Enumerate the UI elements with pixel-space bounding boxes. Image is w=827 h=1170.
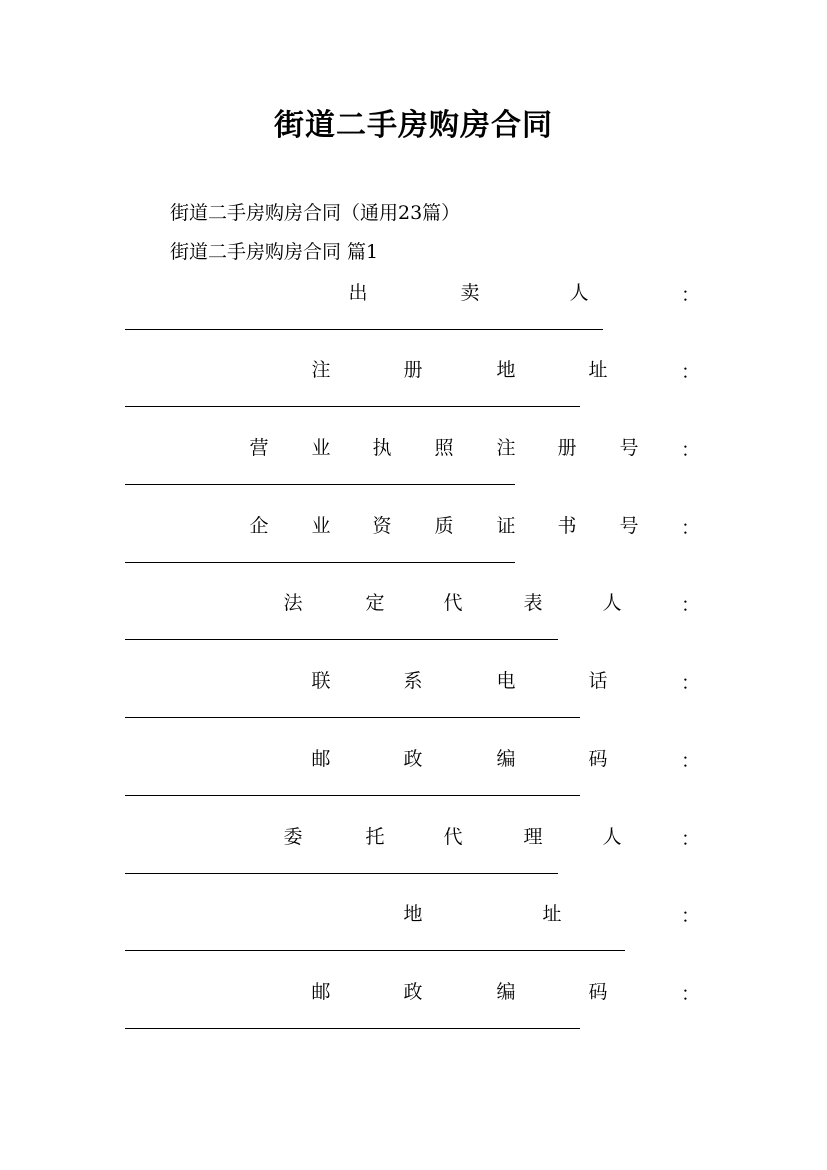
- field-label-char: 联: [311, 670, 331, 692]
- field-label-char: 照: [434, 437, 454, 459]
- field-label-char: 法: [283, 592, 303, 614]
- field-label-char: 注: [311, 359, 331, 381]
- field-colon: ：: [681, 439, 701, 461]
- field-label-char: 编: [496, 981, 516, 1003]
- field-label-char: 证: [496, 515, 516, 537]
- fill-in-blank-line[interactable]: [125, 484, 515, 485]
- field-label-char: 地: [496, 359, 516, 381]
- field-label-char: 卖: [460, 282, 480, 304]
- field-colon: ：: [681, 594, 701, 616]
- field-label-char: 定: [365, 592, 385, 614]
- field-row: [125, 744, 701, 822]
- field-label-char: 政: [403, 748, 423, 770]
- field-label-char: 表: [523, 592, 543, 614]
- field-colon: ：: [681, 672, 701, 694]
- fill-in-blank-line[interactable]: [125, 795, 580, 796]
- field-label-char: 业: [311, 437, 331, 459]
- field-label-char: 理: [523, 826, 543, 848]
- field-row: [125, 278, 701, 356]
- field-label-char: 委: [283, 826, 303, 848]
- field-row: [125, 977, 701, 1055]
- field-label-char: 托: [365, 826, 385, 848]
- field-label-char: 话: [588, 670, 608, 692]
- field-row: [125, 355, 701, 433]
- document-subtitle: 街道二手房购房合同（通用23篇）: [170, 202, 461, 224]
- field-colon: ：: [681, 983, 701, 1005]
- field-row: [125, 822, 701, 900]
- field-label-char: 政: [403, 981, 423, 1003]
- field-row: [125, 666, 701, 744]
- field-label-char: 号: [619, 437, 639, 459]
- field-label-char: 邮: [311, 981, 331, 1003]
- fill-in-blank-line[interactable]: [125, 1028, 580, 1029]
- field-label-char: 册: [557, 437, 577, 459]
- fill-in-blank-line[interactable]: [125, 406, 580, 407]
- field-row: [125, 511, 701, 589]
- field-label-char: 号: [619, 515, 639, 537]
- field-label-char: 系: [403, 670, 423, 692]
- field-label-char: 资: [372, 515, 392, 537]
- field-label-char: 代: [443, 826, 463, 848]
- field-label-char: 企: [249, 515, 269, 537]
- field-colon: ：: [681, 750, 701, 772]
- field-row: [125, 433, 701, 511]
- field-label-char: 编: [496, 748, 516, 770]
- field-colon: ：: [681, 284, 701, 306]
- field-label-char: 书: [557, 515, 577, 537]
- field-colon: ：: [681, 828, 701, 850]
- section-heading: 街道二手房购房合同 篇1: [170, 241, 379, 263]
- field-label-char: 码: [588, 748, 608, 770]
- field-label-char: 址: [588, 359, 608, 381]
- field-label-char: 人: [602, 592, 622, 614]
- field-label-char: 代: [443, 592, 463, 614]
- field-label-char: 址: [542, 903, 562, 925]
- field-label-char: 出: [348, 282, 368, 304]
- field-label-char: 执: [372, 437, 392, 459]
- field-row: [125, 588, 701, 666]
- field-label-char: 邮: [311, 748, 331, 770]
- field-label-char: 人: [569, 282, 589, 304]
- fill-in-blank-line[interactable]: [125, 639, 558, 640]
- field-label-char: 电: [496, 670, 516, 692]
- field-row: [125, 899, 701, 977]
- fill-in-blank-line[interactable]: [125, 717, 580, 718]
- fill-in-blank-line[interactable]: [125, 562, 515, 563]
- field-label-char: 业: [311, 515, 331, 537]
- fill-in-blank-line[interactable]: [125, 950, 625, 951]
- fill-in-blank-line[interactable]: [125, 329, 603, 330]
- field-label-char: 人: [602, 826, 622, 848]
- field-colon: ：: [681, 361, 701, 383]
- field-label-char: 码: [588, 981, 608, 1003]
- field-label-char: 注: [496, 437, 516, 459]
- field-label-char: 营: [249, 437, 269, 459]
- fill-in-blank-line[interactable]: [125, 873, 558, 874]
- field-colon: ：: [681, 905, 701, 927]
- field-label-char: 册: [403, 359, 423, 381]
- field-label-char: 质: [434, 515, 454, 537]
- document-title: 街道二手房购房合同: [274, 108, 553, 143]
- field-label-char: 地: [403, 903, 423, 925]
- field-colon: ：: [681, 517, 701, 539]
